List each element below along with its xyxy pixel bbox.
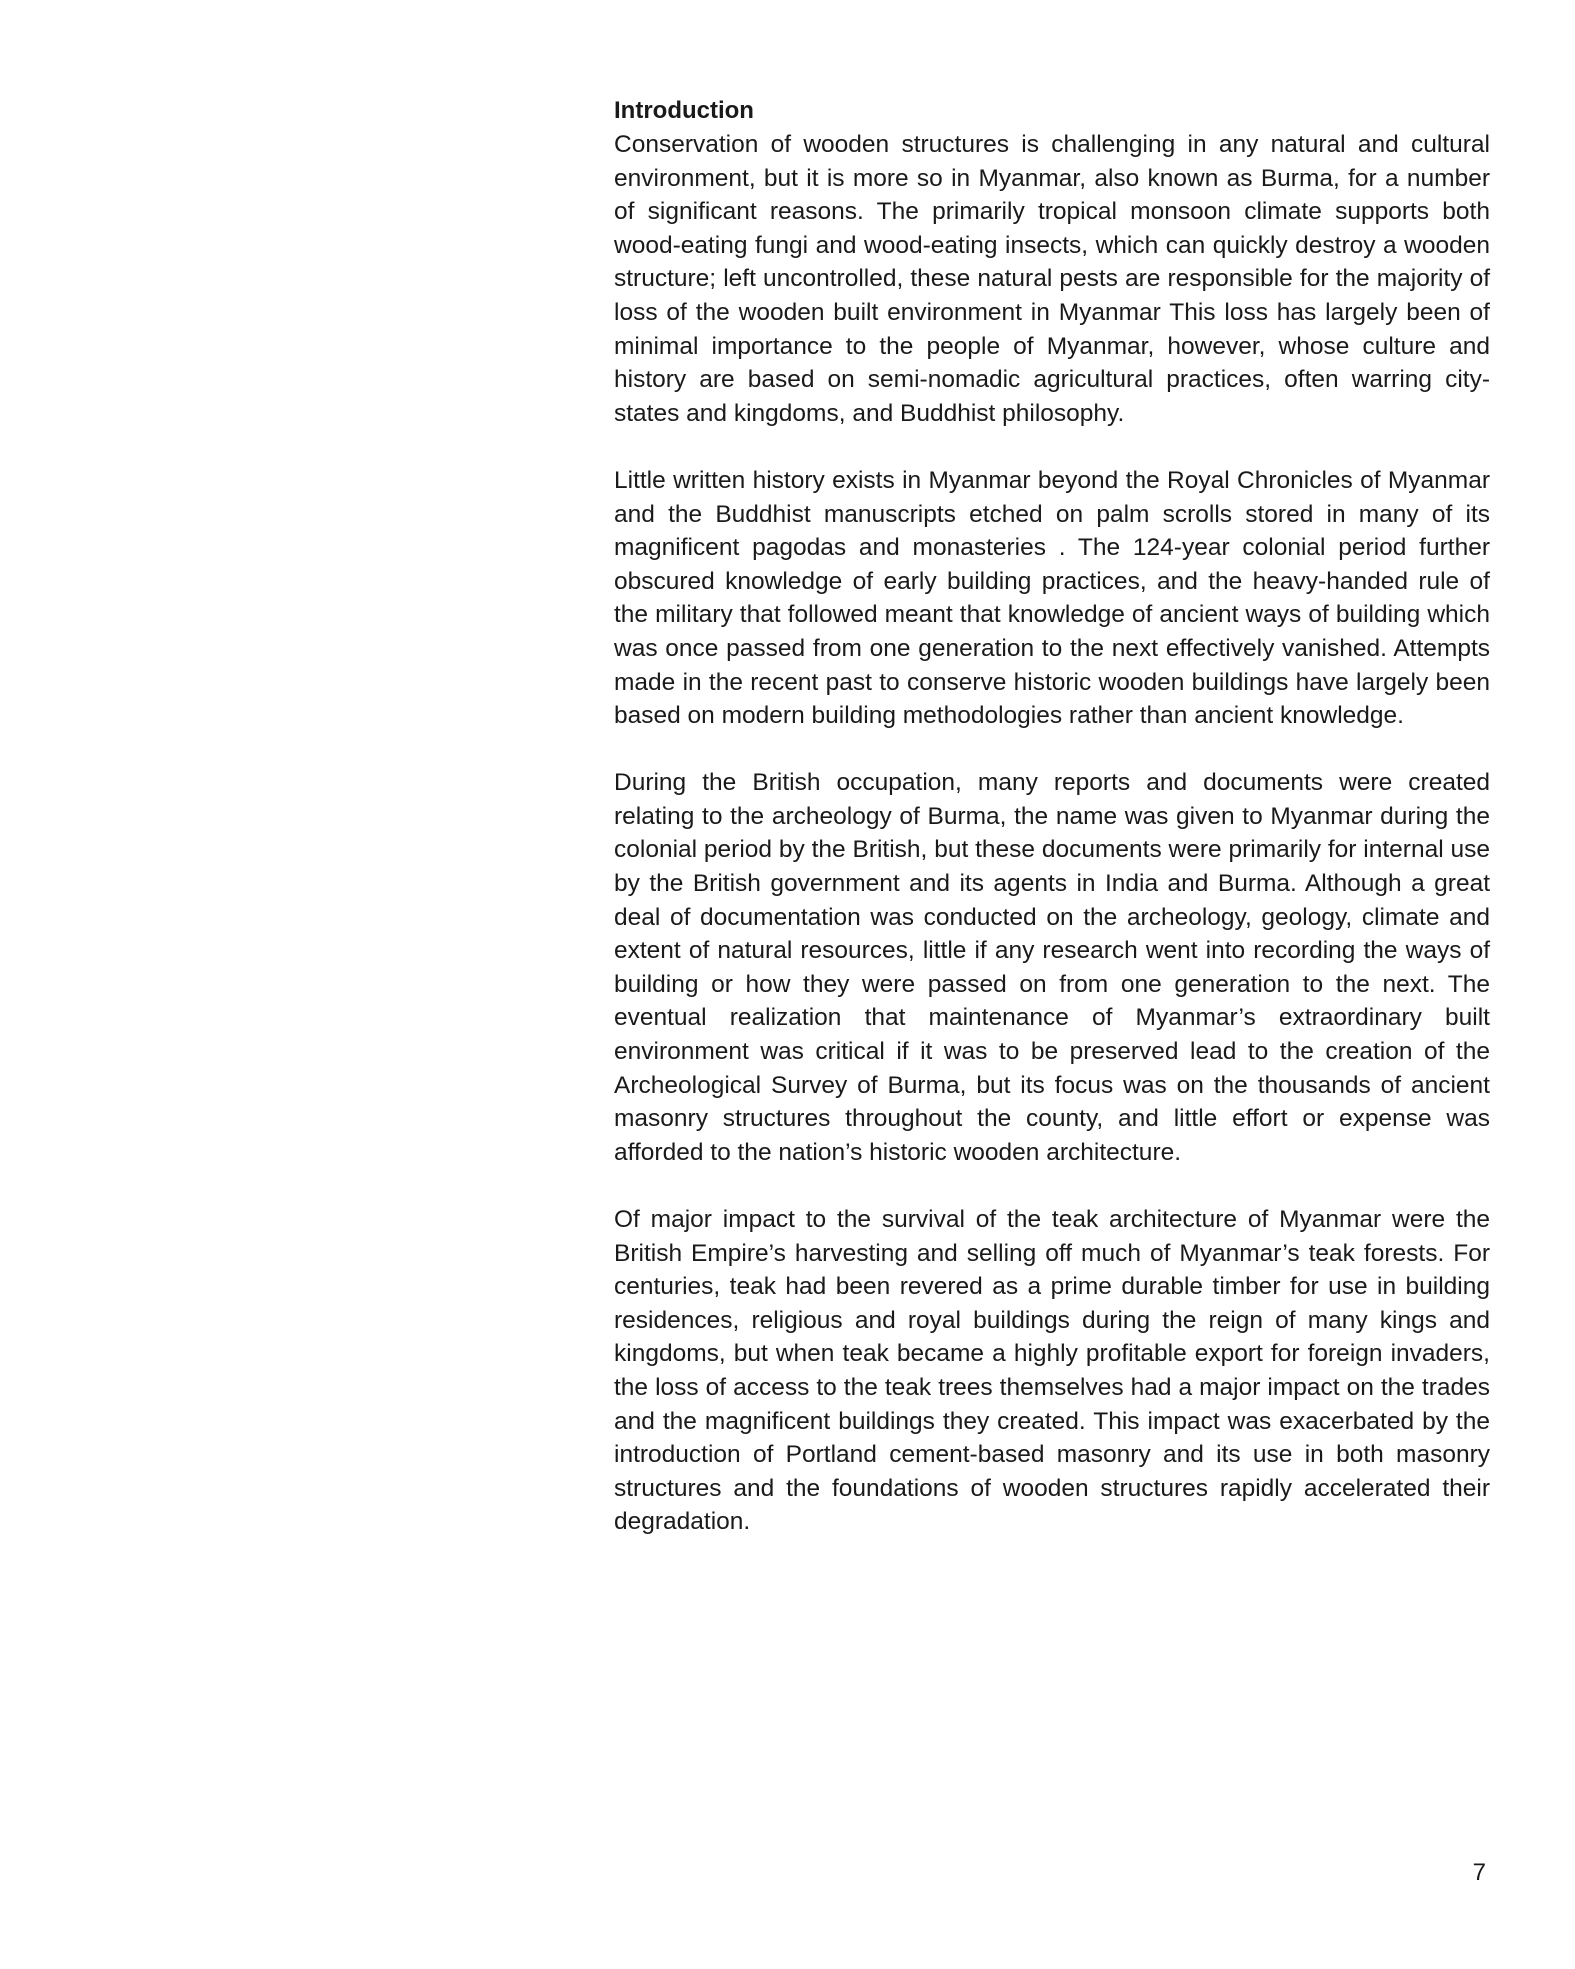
paragraph-3: During the British occupation, many reports and documents were created relating to the archeology of Burma, the name was given to Myanmar during the colonial period by the British, but these documents were primarily for internal use by the British government and its agents in India and Burma. Although a great deal of documentation was conducted on the archeology, geology, climate and extent of natural resources, little if any research went into recording the ways of building or how they were passed on from one generation to the next. The eventual realization that maintenance of Myanmar’s extraordinary built environment was critical if it was to be preserved lead to the creation of the Archeological Survey of Burma, but its focus was on the thousands of ancient masonry structures throughout the county, and little effort or expense was afforded to the nation’s historic wooden architecture. — [614, 769, 1490, 1166]
section-heading: Introduction — [614, 97, 754, 124]
paragraph-1: Conservation of wooden structures is challenging in any natural and cultural environment, but it is more so in Myanmar, also known as Burma, for a number of significant reasons. The primarily tropical monsoon climate supports both wood-eating fungi and wood-eating insects, which can quickly destroy a wooden structure; left uncontrolled, these natural pests are responsible for the majority of loss of the wooden built environment in Myanmar This loss has largely been of minimal importance to the people of Myanmar, however, whose culture and history are based on semi-nomadic agricultural practices, often warring city-states and kingdoms, and Buddhist philosophy. — [614, 131, 1490, 427]
paragraph-4: Of major impact to the survival of the teak architecture of Myanmar were the British Empire’s harvesting and selling off much of Myanmar’s teak forests. For centuries, teak had been revered as a prime durable timber for use in building residences, religious and royal buildings during the reign of many kings and kingdoms, but when teak became a highly profitable export for foreign invaders, the loss of access to the teak trees themselves had a major impact on the trades and the magnificent buildings they created. This impact was exacerbated by the introduction of Portland cement-based masonry and its use in both masonry structures and the foundations of wooden structures rapidly accelerated their degradation. — [614, 1206, 1490, 1536]
paragraph-2: Little written history exists in Myanmar beyond the Royal Chronicles of Myanmar and the Buddhist manuscripts etched on palm scrolls stored in many of its magnificent pagodas and monasteries . The 124-year colonial period further obscured knowledge of early building practices, and the heavy-handed rule of the military that followed meant that knowledge of ancient ways of building which was once passed from one generation to the next effectively vanished. Attempts made in the recent past to conserve historic wooden buildings have largely been based on modern building methodologies rather than ancient knowledge. — [614, 466, 1490, 730]
page-number: 7 — [1472, 1859, 1486, 1886]
text-column — [614, 94, 1490, 1573]
